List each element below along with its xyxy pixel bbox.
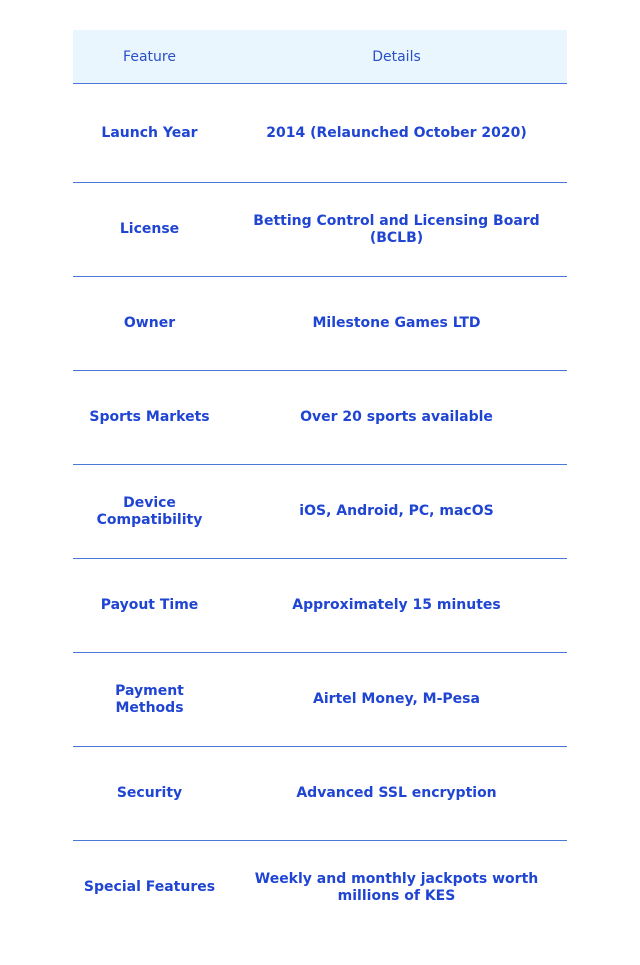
- table-row: [73, 465, 567, 559]
- table-row: [73, 371, 567, 465]
- table-row: [73, 747, 567, 841]
- table-row: [73, 653, 567, 747]
- row-feature: Security: [116, 785, 183, 801]
- row-feature: Sports Markets: [89, 409, 210, 425]
- row-feature: Owner: [123, 315, 176, 331]
- table-row: [73, 84, 567, 183]
- row-details: Advanced SSL encryption: [296, 785, 497, 801]
- table-row: [73, 841, 567, 934]
- table-row: [73, 183, 567, 277]
- row-feature: Special Features: [83, 879, 216, 895]
- row-details: Betting Control and Licensing Board (BCLB): [253, 212, 540, 246]
- row-details: Airtel Money, M-Pesa: [313, 691, 480, 707]
- feature-table: [73, 30, 567, 934]
- row-details: Milestone Games LTD: [312, 315, 481, 331]
- row-feature: Launch Year: [101, 124, 198, 141]
- table-row: [73, 559, 567, 653]
- table-header: [73, 30, 567, 84]
- row-details: Weekly and monthly jackpots worth millions of KES: [254, 870, 539, 904]
- row-details: 2014 (Relaunched October 2020): [266, 124, 527, 141]
- row-feature: Payment Methods: [115, 682, 184, 716]
- row-details: iOS, Android, PC, macOS: [299, 503, 494, 519]
- row-feature: License: [119, 221, 180, 237]
- row-details: Approximately 15 minutes: [292, 597, 501, 613]
- table-row: [73, 277, 567, 371]
- row-feature: Payout Time: [100, 597, 199, 613]
- row-details: Over 20 sports available: [300, 409, 493, 425]
- header-details: Details: [372, 48, 421, 65]
- header-feature: Feature: [123, 48, 176, 65]
- row-feature: Device Compatibility: [96, 494, 203, 528]
